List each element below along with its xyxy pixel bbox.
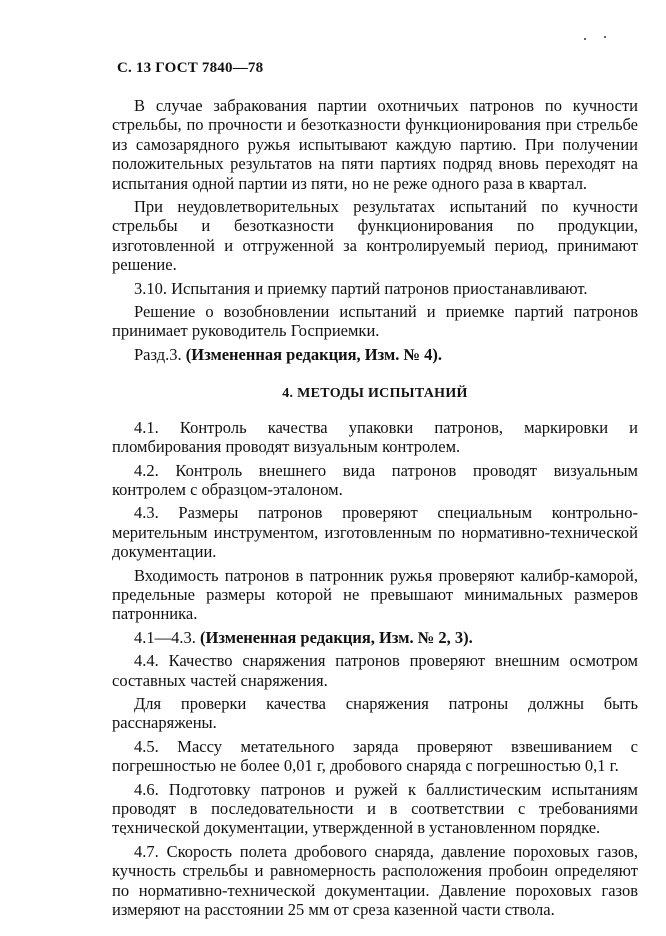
paragraph: В случае забракования партии охотничьих патронов по кучности стрельбы, по прочности и безотказности функционирования при стрельбе из самозарядного ружья испытывают каждую партию. При получении положительных результатов на пяти партиях подряд вновь переходят на испытания одной партии из пяти, но не реже одного раза в квартал. bbox=[112, 96, 638, 193]
page-header: С. 13 ГОСТ 7840—78 bbox=[117, 60, 264, 76]
paragraph: Решение о возобновлении испытаний и приемке партий патронов принимает руководитель Госприемки. bbox=[112, 302, 638, 341]
paragraph: 4.1. Контроль качества упаковки патронов, маркировки и пломбирования проводят визуальным контролем. bbox=[112, 417, 638, 457]
paragraph: 4.7. Скорость полета дробового снаряда, давление пороховых газов, кучность стрельбы и равномерность расположения пробоин определяют по нормативно-технической документации. Давление пороховых газов измеряют на расстоянии 25 мм от среза казенной части ствола. bbox=[112, 841, 638, 920]
amendment-note bbox=[112, 345, 638, 364]
scan-speck bbox=[604, 36, 606, 38]
amendment-note bbox=[112, 628, 638, 647]
section-title: 4. МЕТОДЫ ИСПЫТАНИЙ bbox=[282, 386, 468, 402]
amendment-text: (Измененная редакция, Изм. № 2, 3). bbox=[200, 627, 473, 647]
document-body bbox=[112, 96, 638, 923]
paragraph: 4.6. Подготовку патронов и ружей к баллистическим испытаниям проводят в последовательности и в соответствии с требованиями технической документации, утвержденной в установленном порядке. bbox=[112, 779, 638, 838]
scan-speck bbox=[584, 38, 586, 40]
paragraph: 4.5. Массу метательного заряда проверяют взвешиванием с погрешностью не более 0,01 г, дробового снаряда с погрешностью 0,1 г. bbox=[112, 736, 638, 776]
amendment-text: (Измененная редакция, Изм. № 4). bbox=[185, 344, 443, 364]
amendment-prefix: Разд.3. bbox=[134, 344, 182, 364]
paragraph: Входимость патронов в патронник ружья проверяют калибр-каморой, предельные размеры которой не превышают минимальных размеров патронника. bbox=[112, 565, 638, 624]
amendment-prefix: 4.1—4.3. bbox=[134, 627, 196, 647]
paragraph: Для проверки качества снаряжения патроны должны быть расснаряжены. bbox=[112, 693, 638, 733]
paragraph: При неудовлетворительных результатах испытаний по кучности стрельбы и безотказности функционирования по продукции, изготовленной и отгруженной за контролируемый период, принимают решение. bbox=[112, 197, 638, 275]
paragraph: 4.3. Размеры патронов проверяют специальным контрольно-мерительным инструментом, изготовленным по нормативно-технической документации. bbox=[112, 503, 638, 562]
paragraph: 4.4. Качество снаряжения патронов проверяют внешним осмотром составных частей снаряжения. bbox=[112, 651, 638, 690]
paragraph: 3.10. Испытания и приемку партий патронов приостанавливают. bbox=[134, 278, 588, 298]
paragraph: 4.2. Контроль внешнего вида патронов проводят визуальным контролем с образцом-эталоном. bbox=[112, 460, 638, 499]
